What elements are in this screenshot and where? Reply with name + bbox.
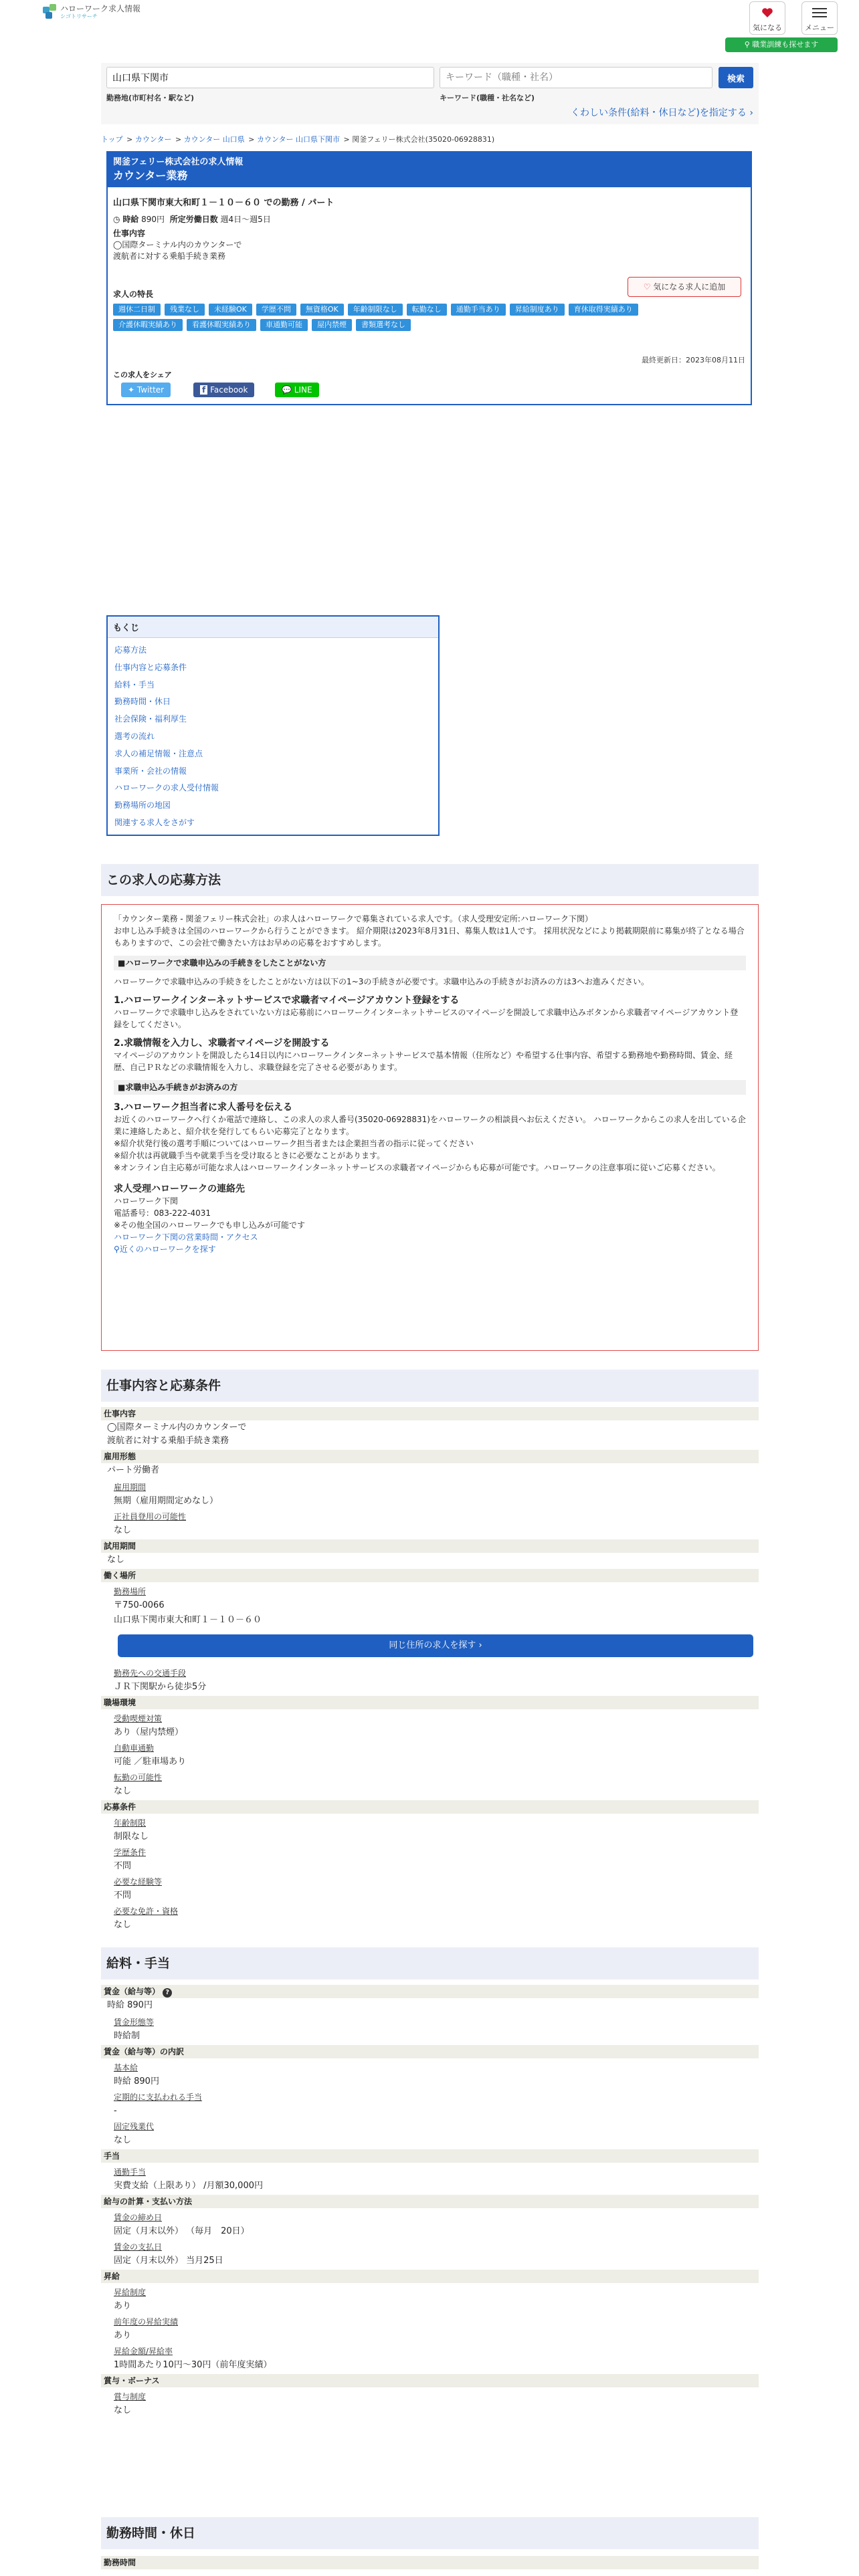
- toc-item[interactable]: 選考の流れ: [114, 731, 155, 741]
- favorites-button[interactable]: [749, 1, 785, 35]
- step-2-text: マイページのアカウントを開設したら14日以内にハローワークインターネットサービスで基本情報（住所など）や希望する仕事内容、希望する勤務地や勤務時間、賃金、経歴、自己ＰＲなどの求職情報を入力し、求職登録を完了させる必要があります。: [114, 1051, 733, 1072]
- toc-item[interactable]: 求人の補足情報・注意点: [114, 748, 203, 758]
- feature-tag[interactable]: 通勤手当あり: [451, 304, 506, 316]
- address-value: 山口県下関市東大和町１－１０－６０: [114, 1615, 262, 1625]
- add-favorite-button[interactable]: ♡ 気になる求人に追加: [628, 277, 741, 297]
- smoke-value: あり（屋内禁煙）: [114, 1727, 184, 1737]
- edu-label[interactable]: 学歴条件: [114, 1848, 147, 1857]
- toc-title: もくじ: [108, 617, 438, 638]
- location-input[interactable]: [106, 67, 434, 88]
- desc-line-1: ◯国際ターミナル内のカウンターで: [113, 240, 242, 249]
- cond-type: パート労働者: [107, 1465, 160, 1475]
- feature-tag[interactable]: 年齢制限なし: [348, 304, 403, 316]
- row-type: 雇用形態: [101, 1450, 759, 1463]
- desc-label: 仕事内容: [113, 229, 146, 238]
- lic-value: なし: [114, 1920, 132, 1930]
- training-label: 職業訓練も探せます: [752, 40, 819, 49]
- feature-tag[interactable]: 育休取得実績あり: [569, 304, 638, 316]
- step-3-heading: 3.ハローワーク担当者に求人番号を伝える: [114, 1102, 293, 1113]
- logo-title: ハローワーク求人情報: [60, 4, 141, 13]
- feature-tag[interactable]: 昇給制度あり: [510, 304, 565, 316]
- apply-sub-done: ■求職申込み手続きがお済みの方: [114, 1080, 746, 1095]
- feature-tag[interactable]: 残業なし: [165, 304, 205, 316]
- breadcrumb-top[interactable]: トップ: [101, 135, 123, 144]
- last-updated: 最終更新日：2023年08月11日: [642, 356, 745, 364]
- section-conditions-heading: 仕事内容と応募条件: [101, 1370, 759, 1402]
- logo-subtitle: シゴトリサーチ: [60, 13, 98, 19]
- features-label: 求人の特長: [113, 290, 154, 299]
- car-label[interactable]: 自動車通勤: [114, 1743, 155, 1753]
- logo-icon: [41, 4, 58, 20]
- hellowork-access-link[interactable]: ハローワーク下関の営業時間・アクセス: [114, 1232, 258, 1242]
- job-title: カウンター業務: [113, 169, 188, 182]
- fixed-ot-value: なし: [114, 2135, 132, 2145]
- row-trial: 試用期間: [101, 1539, 759, 1553]
- row-wage-detail: 賃金（給与等）の内訳: [101, 2045, 759, 2058]
- car-value: 可能 ／駐車場あり: [114, 1757, 187, 1767]
- contact-note: ※その他全国のハローワークでも申し込みが可能です: [114, 1220, 306, 1230]
- raise-label[interactable]: 昇給制度: [114, 2288, 147, 2297]
- note-1: ※紹介状発行後の選考手順についてはハローワーク担当者または企業担当者の指示に従ってください: [114, 1139, 474, 1148]
- twitter-icon: ✦: [128, 385, 137, 395]
- apply-sub-new: ■ハローワークで求職申込みの手続きをしたことがない方: [114, 956, 746, 970]
- site-logo[interactable]: [41, 4, 140, 20]
- keyword-input[interactable]: [440, 67, 712, 88]
- share-label: この求人をシェア: [113, 370, 172, 379]
- step-1-heading: 1.ハローワークインターネットサービスで求職者マイページアカウント登録をする: [114, 995, 460, 1006]
- feature-tags: [113, 304, 715, 334]
- fixed-ot-label[interactable]: 固定残業代: [114, 2122, 155, 2131]
- regular-value: なし: [114, 1525, 132, 1535]
- feature-tag[interactable]: 週休二日制: [113, 304, 161, 316]
- exp-value: 不問: [114, 1891, 132, 1901]
- apply-intro-1: 「カウンター業務 - 関釜フェリー株式会社」の求人はハローワークで募集されている求人です。（求人受理安定所:ハローワーク下関）: [114, 914, 593, 924]
- search-button[interactable]: 検索: [719, 67, 753, 88]
- toc-item[interactable]: 給料・手当: [114, 679, 155, 689]
- toc-item[interactable]: ハローワークの求人受付情報: [114, 783, 219, 793]
- breadcrumb-current: 関釜フェリー株式会社(35020-06928831): [352, 135, 495, 144]
- pay-value: 固定（月末以外） 当月25日: [114, 2256, 223, 2266]
- row-req: 応募条件: [101, 1800, 759, 1814]
- share-twitter-button[interactable]: ✦ Twitter: [121, 383, 171, 397]
- access-value: ＪＲ下関駅から徒歩5分: [114, 1682, 207, 1692]
- menu-label: メニュー: [805, 23, 834, 32]
- heart-icon: [750, 7, 785, 19]
- row-place: 働く場所: [101, 1569, 759, 1582]
- location-label: 勤務地(市町村名・駅など): [106, 94, 195, 102]
- menu-button[interactable]: [801, 1, 838, 35]
- search-icon: ⚲: [744, 40, 753, 49]
- period-value: 無期（雇用期間定めなし）: [114, 1496, 219, 1506]
- wage-form-value: 時給制: [114, 2031, 140, 2041]
- share-facebook-button[interactable]: f Facebook: [193, 383, 254, 397]
- feature-tag[interactable]: 無資格OK: [300, 304, 344, 316]
- transfer-value: なし: [114, 1786, 132, 1796]
- commute-value: 実費支給（上限あり） /月額30,000円: [114, 2181, 263, 2191]
- feature-tag[interactable]: 車通勤可能: [260, 319, 308, 331]
- fixed-allow-label[interactable]: 定期的に支払われる手当: [114, 2092, 203, 2102]
- age-label[interactable]: 年齢制限: [114, 1818, 147, 1828]
- feature-tag[interactable]: 屋内禁煙: [312, 319, 352, 331]
- toc-item[interactable]: 関連する求人をさがす: [114, 817, 195, 827]
- note-2: ※紹介状は再就職手当や就業手当を受け取るときに必要なことがあります。: [114, 1151, 385, 1160]
- same-address-search-button[interactable]: 同じ住所の求人を探す ›: [118, 1634, 753, 1657]
- exp-label[interactable]: 必要な経験等: [114, 1877, 163, 1887]
- search-icon: ⚲: [114, 1245, 120, 1254]
- edu-value: 不問: [114, 1861, 132, 1871]
- breadcrumb-counter-shimonoseki[interactable]: カウンター 山口県下関市: [256, 135, 341, 144]
- age-value: 制限なし: [114, 1832, 149, 1842]
- wage-form-label[interactable]: 賃金形態等: [114, 2018, 155, 2027]
- row-bonus: 賞与・ボーナス: [101, 2374, 759, 2387]
- row-desc: 仕事内容: [101, 1407, 759, 1420]
- note-3: ※オンライン自主応募が可能な求人はハローワークインターネットサービスの求職者マイページからも応募が可能です。ハローワークの注意事項に従いご応募ください。: [114, 1163, 721, 1172]
- row-raise: 昇給: [101, 2270, 759, 2283]
- prev-raise-label[interactable]: 前年度の昇給実績: [114, 2317, 179, 2327]
- chevron-right-icon: ›: [478, 1640, 482, 1650]
- apply-intro-2: お申し込み手続きは全国のハローワークから行うことができます。 紹介期限は2023年8月31日、募集人数は1人です。 採用状況などにより掲載期限前に募集が終了となる場合もありますので、この会社で働きたい方はお早めの応募をおすすめします。: [114, 926, 745, 948]
- base-label[interactable]: 基本給: [114, 2063, 138, 2072]
- feature-tag[interactable]: 看護休暇実績あり: [187, 319, 256, 331]
- desc-line-2: 渡航者に対する乗船手続き業務: [113, 251, 226, 261]
- advanced-search-link[interactable]: くわしい条件(給料・休日など)を指定する ›: [571, 108, 753, 118]
- wage-value: 時給 890円: [107, 2000, 153, 2010]
- close-value: 固定（月末以外） （毎月 20日）: [114, 2226, 250, 2236]
- commute-label[interactable]: 通勤手当: [114, 2167, 147, 2177]
- line-icon: 💬: [282, 385, 294, 395]
- clock-icon: ◷: [113, 215, 120, 224]
- regular-label[interactable]: 正社員登用の可能性: [114, 1512, 187, 1521]
- section-salary-heading: 給料・手当: [101, 1947, 759, 1979]
- heart-outline-icon: ♡: [643, 282, 651, 292]
- prev-raise-value: あり: [114, 2331, 132, 2341]
- pay-label[interactable]: 賃金の支払日: [114, 2242, 163, 2252]
- fixed-allow-value: -: [114, 2106, 117, 2116]
- training-search-button[interactable]: [725, 37, 838, 52]
- feature-tag[interactable]: 書類選考なし: [356, 319, 411, 331]
- toc-item[interactable]: 社会保険・福利厚生: [114, 714, 187, 724]
- toc-item[interactable]: 事業所・会社の情報: [114, 766, 187, 776]
- breadcrumb: トップ > カウンター > カウンター 山口県 > カウンター 山口県下関市 > 関釜フェリー株式会社(35020-06928831): [101, 135, 495, 144]
- row-wage: 賃金（給与等） ?: [101, 1985, 759, 1998]
- favorites-label: 気になる: [753, 23, 782, 32]
- raise-amount-value: 1時間あたり10円～30円（前年度実績）: [114, 2360, 272, 2370]
- cond-desc-2: 渡航者に対する乗船手続き業務: [107, 1436, 229, 1446]
- help-icon[interactable]: ?: [163, 1988, 172, 1998]
- share-line-button[interactable]: 💬 LINE: [275, 383, 319, 397]
- cond-desc-1: ◯国際ターミナル内のカウンターで: [107, 1422, 247, 1432]
- bonus-label[interactable]: 賞与制度: [114, 2392, 147, 2401]
- section-hours-heading: 勤務時間・休日: [101, 2517, 759, 2549]
- lic-label[interactable]: 必要な免許・資格: [114, 1907, 179, 1916]
- close-label[interactable]: 賃金の締め日: [114, 2213, 163, 2222]
- step-2-heading: 2.求職情報を入力し、求職者マイページを開設する: [114, 1038, 330, 1049]
- table-of-contents: [106, 615, 440, 836]
- access-label[interactable]: 勤務先への交通手段: [114, 1669, 187, 1678]
- row-calc: 給与の計算・支払い方法: [101, 2195, 759, 2208]
- place-label[interactable]: 勤務場所: [114, 1587, 147, 1596]
- site-header: [0, 0, 859, 56]
- raise-value: あり: [114, 2301, 132, 2311]
- contact-heading: 求人受理ハローワークの連絡先: [114, 1184, 245, 1194]
- row-allowance: 手当: [101, 2149, 759, 2163]
- raise-amount-label[interactable]: 昇給金額/昇給率: [114, 2347, 173, 2356]
- row-env: 職場環境: [101, 1696, 759, 1709]
- step-3-text: お近くのハローワークへ行くか電話で連絡し、この求人の求人番号(35020-06928831)をハローワークの相談員へお伝えください。 ハローワークからこの求人を出している企業に連絡したあと、紹介状を発行してもらい応募完了となります。: [114, 1115, 746, 1136]
- company-name: 関釜フェリー株式会社の求人情報: [113, 157, 244, 167]
- feature-tag[interactable]: 学歴不問: [256, 304, 296, 316]
- job-summary-card: [106, 151, 752, 405]
- keyword-label: キーワード(職種・社名など): [440, 94, 535, 102]
- job-location: 山口県下関市東大和町１－１０－６０ での勤務 / パート: [113, 198, 335, 208]
- feature-tag[interactable]: 未経験OK: [209, 304, 252, 316]
- apply-new-text: ハローワークで求職申込みの手続きをしたことがない方は以下の1~3の手続きが必要です。求職申込みの手続きがお済みの方は3へお進みください。: [114, 977, 650, 986]
- feature-tag[interactable]: 転勤なし: [407, 304, 447, 316]
- nearby-hellowork-link[interactable]: ⚲近くのハローワークを探す: [114, 1245, 216, 1254]
- feature-tag[interactable]: 介護休暇実績あり: [113, 319, 183, 331]
- period-label[interactable]: 雇用期間: [114, 1483, 147, 1492]
- bonus-value: なし: [114, 2405, 132, 2416]
- zip-value: 〒750-0066: [114, 1600, 165, 1610]
- row-hours: 勤務時間: [101, 2556, 759, 2569]
- toc-item[interactable]: 応募方法: [114, 645, 147, 655]
- hamburger-icon: [802, 7, 837, 19]
- breadcrumb-counter[interactable]: カウンター: [134, 135, 172, 144]
- section-apply-heading: この求人の応募方法: [101, 864, 759, 896]
- breadcrumb-counter-yamaguchi[interactable]: カウンター 山口県: [183, 135, 245, 144]
- wage-line: ◷ 時給 890円 所定労働日数 週4日～週5日: [113, 215, 271, 224]
- toc-item[interactable]: 仕事内容と応募条件: [114, 662, 187, 672]
- trial-value: なし: [107, 1555, 125, 1565]
- toc-item[interactable]: 勤務時間・休日: [114, 697, 171, 707]
- step-1-text: ハローワークで求職申し込みをされていない方は応募前にハローワークインターネットサービスのマイページを開設して求職申込みボタンから求職者マイページアカウント登録をしてください。: [114, 1008, 739, 1029]
- contact-tel: 電話番号：083-222-4031: [114, 1208, 211, 1218]
- search-panel: [101, 63, 759, 124]
- apply-box: [101, 904, 759, 1351]
- chevron-right-icon: ›: [749, 108, 753, 118]
- contact-name: ハローワーク下関: [114, 1196, 179, 1206]
- base-value: 時給 890円: [114, 2076, 159, 2086]
- facebook-icon: f: [200, 385, 207, 395]
- smoke-label[interactable]: 受動喫煙対策: [114, 1714, 163, 1723]
- toc-item[interactable]: 勤務場所の地図: [114, 800, 171, 811]
- transfer-label[interactable]: 転勤の可能性: [114, 1773, 163, 1782]
